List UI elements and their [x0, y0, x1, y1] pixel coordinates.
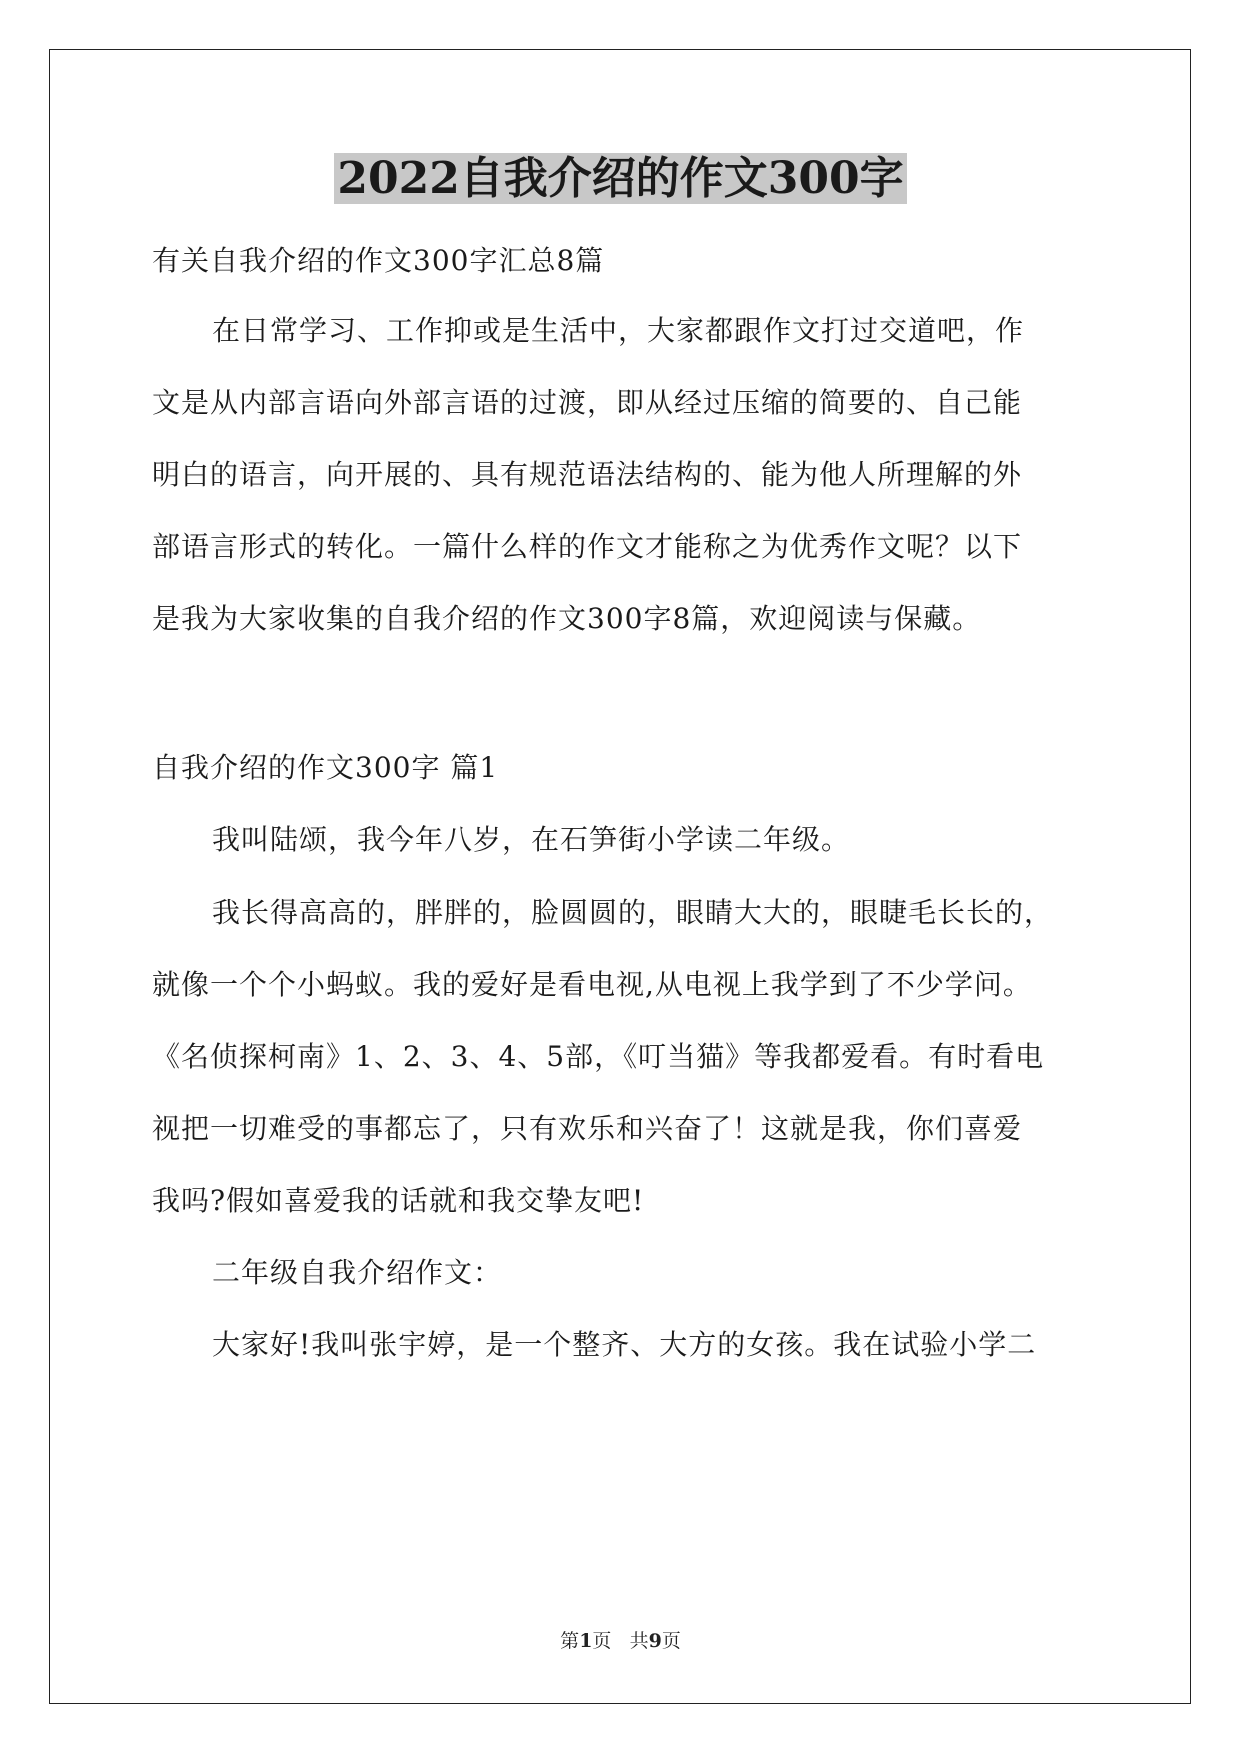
- paragraph-line-1: 我叫陆颂，我今年八岁，在石笋街小学读二年级。: [212, 823, 851, 856]
- paragraph-line-8: 大家好!我叫张宇婷，是一个整齐、大方的女孩。我在试验小学二: [212, 1328, 1037, 1361]
- paragraph-line-3: 就像一个个小蚂蚁。我的爱好是看电视,从电视上我学到了不少学问。: [152, 968, 1032, 1001]
- intro-line-5: 是我为大家收集的自我介绍的作文300字8篇，欢迎阅读与保藏。: [152, 602, 982, 635]
- page-footer: [0, 1627, 1241, 1655]
- intro-line-3: 明白的语言，向开展的、具有规范语法结构的、能为他人所理解的外: [152, 458, 1023, 491]
- page-border: [49, 49, 1191, 1704]
- total-suffix: 页: [661, 1630, 681, 1652]
- page-suffix: 页: [592, 1630, 612, 1652]
- section-heading: 自我介绍的作文300字 篇1: [152, 751, 499, 784]
- paragraph-line-5: 视把一切难受的事都忘了，只有欢乐和兴奋了！这就是我，你们喜爱: [152, 1112, 1023, 1145]
- page-prefix: 第: [560, 1630, 580, 1652]
- document-subtitle: 有关自我介绍的作文300字汇总8篇: [152, 244, 605, 277]
- document-title: [0, 148, 1241, 210]
- intro-line-2: 文是从内部言语向外部言语的过渡，即从经过压缩的简要的、自己能: [152, 386, 1023, 419]
- paragraph-line-2: 我长得高高的，胖胖的，脸圆圆的，眼睛大大的，眼睫毛长长的，: [212, 896, 1054, 929]
- page-number: 1: [579, 1630, 593, 1652]
- document-title-text: 2022自我介绍的作文300字: [334, 153, 906, 204]
- paragraph-line-4: 《名侦探柯南》1、2、3、4、5部，《叮当猫》等我都爱看。有时看电: [152, 1040, 1045, 1073]
- intro-line-1: 在日常学习、工作抑或是生活中，大家都跟作文打过交道吧，作: [212, 314, 1025, 347]
- intro-line-4: 部语言形式的转化。一篇什么样的作文才能称之为优秀作文呢？以下: [152, 530, 1023, 563]
- paragraph-line-7: 二年级自我介绍作文：: [212, 1256, 503, 1289]
- paragraph-line-6: 我吗?假如喜爱我的话就和我交挚友吧!: [152, 1184, 645, 1217]
- total-pages: 9: [648, 1630, 662, 1652]
- total-prefix: 共: [629, 1630, 649, 1652]
